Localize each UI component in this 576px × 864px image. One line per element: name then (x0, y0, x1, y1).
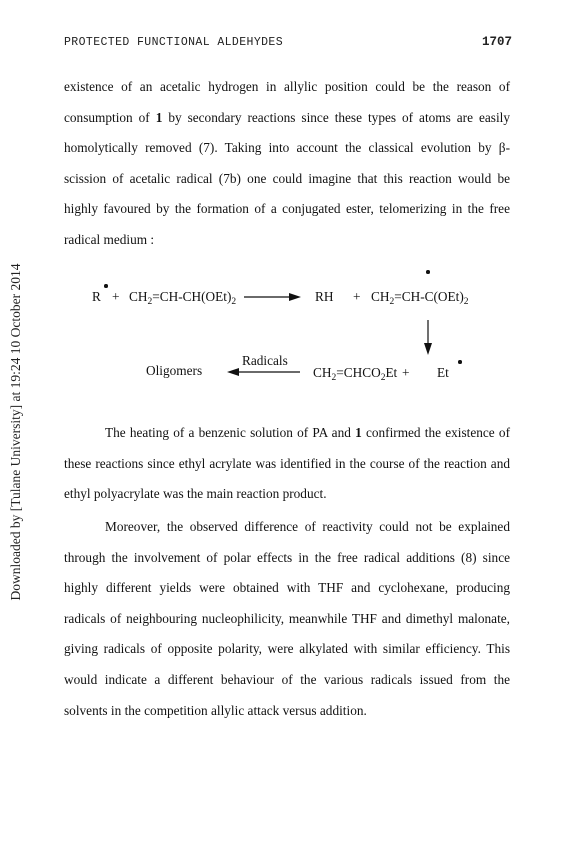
plus-sign: + (353, 289, 361, 304)
ethyl-radical: Et (437, 365, 449, 380)
rh-product: RH (315, 289, 334, 304)
allyl-acetal-reactant: $CH_2=CH-CH(OEt)_2$ (129, 289, 237, 307)
plus-sign: + (112, 289, 120, 304)
paragraph-2 (64, 418, 510, 510)
r-radical: R (92, 289, 101, 304)
paragraph-1-text-a: existence of an acetalic hydrogen in allylic position could be the reason of consumption of (64, 79, 510, 125)
paragraph-1 (64, 72, 510, 256)
plus-sign: + (402, 365, 410, 380)
download-watermark-text: Downloaded by [Tulane University] at 19:24 10 October 2014 (8, 263, 23, 601)
page-number: 1707 (481, 35, 512, 49)
paragraph-2-text-b: confirmed the existence of these reactions since ethyl acrylate was identified in the course of the reaction and ethyl polyacrylate was the main reaction product. (64, 425, 510, 502)
radical-dot (458, 360, 462, 364)
paragraph-2-text-a: The heating of a benzenic solution of PA and (105, 425, 356, 440)
forward-arrow-head (289, 293, 301, 301)
back-arrow-head (227, 368, 239, 376)
acetal-radical-product: $CH_2=CH-C(OEt)_2$ (371, 289, 469, 307)
compound-1-ref: 1 (355, 425, 362, 440)
radical-dot (426, 270, 430, 274)
page-header (64, 36, 512, 52)
radicals-label: Radicals (242, 353, 288, 368)
paragraph-1-text-b: by secondary reactions since these types of atoms are easily homolytically removed (7). Taking into account the classical evolution by β-scission of acetalic radical (7b) one could imagine that this reaction would be highly favoured by the formation of a conjugated ester, telomerizing in the free radical medium : (64, 109, 510, 247)
radical-dot (104, 284, 108, 288)
paragraph-3: Moreover, the observed difference of reactivity could not be explained through the involvement of polar effects in the free radical additions (8) since highly different yields were obtained with THF and cyclohexane, producing radicals of neighbouring nucleophilicity, meanwhile THF and dimethyl malonate, giving radicals of opposite polarity, were alkylated with similar efficiency. This would indicate a different behaviour of the various radicals issued from the solvents in the competition allylic attack versus addition. (64, 519, 510, 718)
ethyl-acrylate: $CH_2=CHCO_2Et$ (313, 365, 398, 383)
download-watermark (8, 232, 24, 632)
compound-1-ref: 1 (155, 109, 163, 125)
running-head: PROTECTED FUNCTIONAL ALDEHYDES (64, 36, 284, 49)
down-arrow-head (424, 343, 432, 355)
oligomers-label: Oligomers (146, 363, 203, 378)
